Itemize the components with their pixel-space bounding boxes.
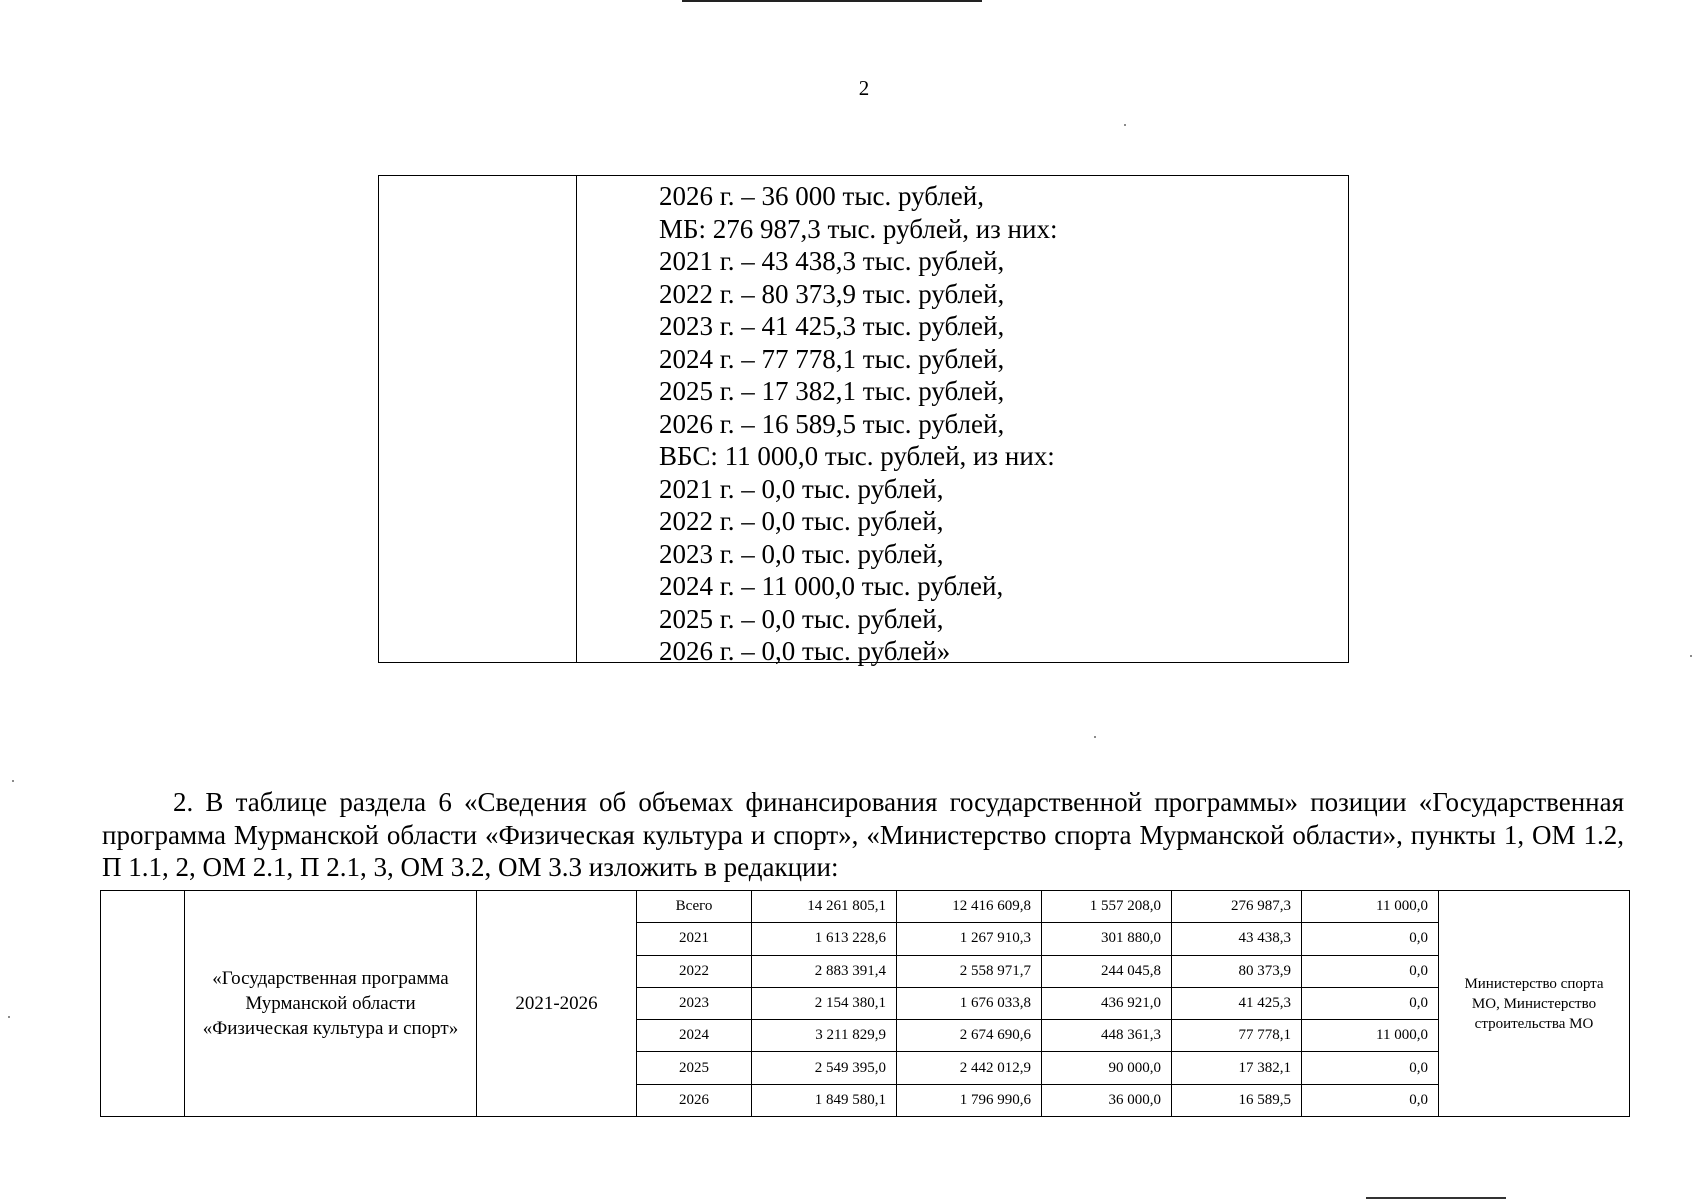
funding-line: МБ: 276 987,3 тыс. рублей, из них: (659, 213, 1058, 244)
value-cell: 0,0 (1302, 1084, 1439, 1116)
value-cell: 0,0 (1302, 1052, 1439, 1084)
value-cell: 1 796 990,6 (897, 1084, 1042, 1116)
top-rule (682, 0, 982, 2)
year-cell: 2025 (637, 1052, 752, 1084)
year-cell: 2021 (637, 923, 752, 955)
funding-line: 2024 г. – 11 000,0 тыс. рублей, (659, 571, 1004, 601)
value-cell: 90 000,0 (1042, 1052, 1172, 1084)
value-cell: 16 589,5 (1172, 1084, 1302, 1116)
value-cell: 436 921,0 (1042, 987, 1172, 1019)
program-name-cell: «Государственная программа Мурманской области «Физическая культура и спорт» (185, 891, 477, 1117)
funding-line: 2026 г. – 16 589,5 тыс. рублей, (659, 408, 1005, 439)
page-number: 2 (858, 76, 870, 100)
value-cell: 1 557 208,0 (1042, 891, 1172, 923)
value-cell: 276 987,3 (1172, 891, 1302, 923)
total-cell: 2 883 391,4 (752, 955, 897, 987)
total-cell: 2 154 380,1 (752, 987, 897, 1019)
funding-line: 2026 г. – 0,0 тыс. рублей» (659, 636, 951, 666)
value-cell: 244 045,8 (1042, 955, 1172, 987)
executors-cell: Министерство спорта МО, Министерство строительства МО (1439, 891, 1630, 1117)
total-cell: 1 849 580,1 (752, 1084, 897, 1116)
value-cell: 11 000,0 (1302, 1020, 1439, 1052)
total-cell: 2 549 395,0 (752, 1052, 897, 1084)
value-cell: 17 382,1 (1172, 1052, 1302, 1084)
value-cell: 2 442 012,9 (897, 1052, 1042, 1084)
year-cell: 2023 (637, 987, 752, 1019)
funding-line: 2021 г. – 43 438,3 тыс. рублей, (659, 246, 1005, 276)
value-cell: 301 880,0 (1042, 923, 1172, 955)
funding-line: ВБС: 11 000,0 тыс. рублей, из них: (659, 441, 1055, 471)
year-cell: 2022 (637, 955, 752, 987)
funding-line: 2022 г. – 0,0 тыс. рублей, (659, 506, 944, 536)
value-cell: 12 416 609,8 (897, 891, 1042, 923)
funding-line: 2026 г. – 36 000 тыс. рублей, (659, 181, 984, 211)
table-row (101, 891, 1630, 923)
funding-line: 2022 г. – 80 373,9 тыс. рублей, (659, 278, 1005, 309)
total-cell: 14 261 805,1 (752, 891, 897, 923)
funding-lines-list (659, 180, 1057, 668)
funding-line: 2021 г. – 0,0 тыс. рублей, (659, 473, 944, 504)
value-cell: 1 676 033,8 (897, 987, 1042, 1019)
value-cell: 41 425,3 (1172, 987, 1302, 1019)
funding-line: 2025 г. – 17 382,1 тыс. рублей, (659, 376, 1005, 406)
total-cell: 3 211 829,9 (752, 1020, 897, 1052)
value-cell: 0,0 (1302, 987, 1439, 1019)
value-cell: 2 558 971,7 (897, 955, 1042, 987)
column-divider (576, 176, 577, 662)
year-cell: Всего (637, 891, 752, 923)
value-cell: 448 361,3 (1042, 1020, 1172, 1052)
row-number-cell (101, 891, 185, 1117)
bottom-rule (1366, 1197, 1506, 1199)
value-cell: 11 000,0 (1302, 891, 1439, 923)
financing-table (100, 890, 1630, 1117)
period-cell: 2021-2026 (477, 891, 637, 1117)
funding-line: 2023 г. – 41 425,3 тыс. рублей, (659, 311, 1005, 341)
value-cell: 80 373,9 (1172, 955, 1302, 987)
value-cell: 1 267 910,3 (897, 923, 1042, 955)
value-cell: 43 438,3 (1172, 923, 1302, 955)
year-cell: 2026 (637, 1084, 752, 1116)
funding-continuation-table (378, 175, 1349, 666)
value-cell: 2 674 690,6 (897, 1020, 1042, 1052)
funding-line: 2024 г. – 77 778,1 тыс. рублей, (659, 343, 1005, 374)
funding-line: 2023 г. – 0,0 тыс. рублей, (659, 538, 944, 569)
value-cell: 0,0 (1302, 923, 1439, 955)
amendment-paragraph: 2. В таблице раздела 6 «Сведения об объемах финансирования государственной программы» позиции «Государственная программа Мурманской области «Физическая культура и спорт», «Министерство спорта Мурманской области», пункты 1, ОМ 1.2, П 1.1, 2, ОМ 2.1, П 2.1, 3, ОМ 3.2, ОМ 3.3 изложить в редакции: (102, 787, 1624, 882)
total-cell: 1 613 228,6 (752, 923, 897, 955)
value-cell: 0,0 (1302, 955, 1439, 987)
value-cell: 36 000,0 (1042, 1084, 1172, 1116)
funding-line: 2025 г. – 0,0 тыс. рублей, (659, 603, 944, 634)
value-cell: 77 778,1 (1172, 1020, 1302, 1052)
year-cell: 2024 (637, 1020, 752, 1052)
